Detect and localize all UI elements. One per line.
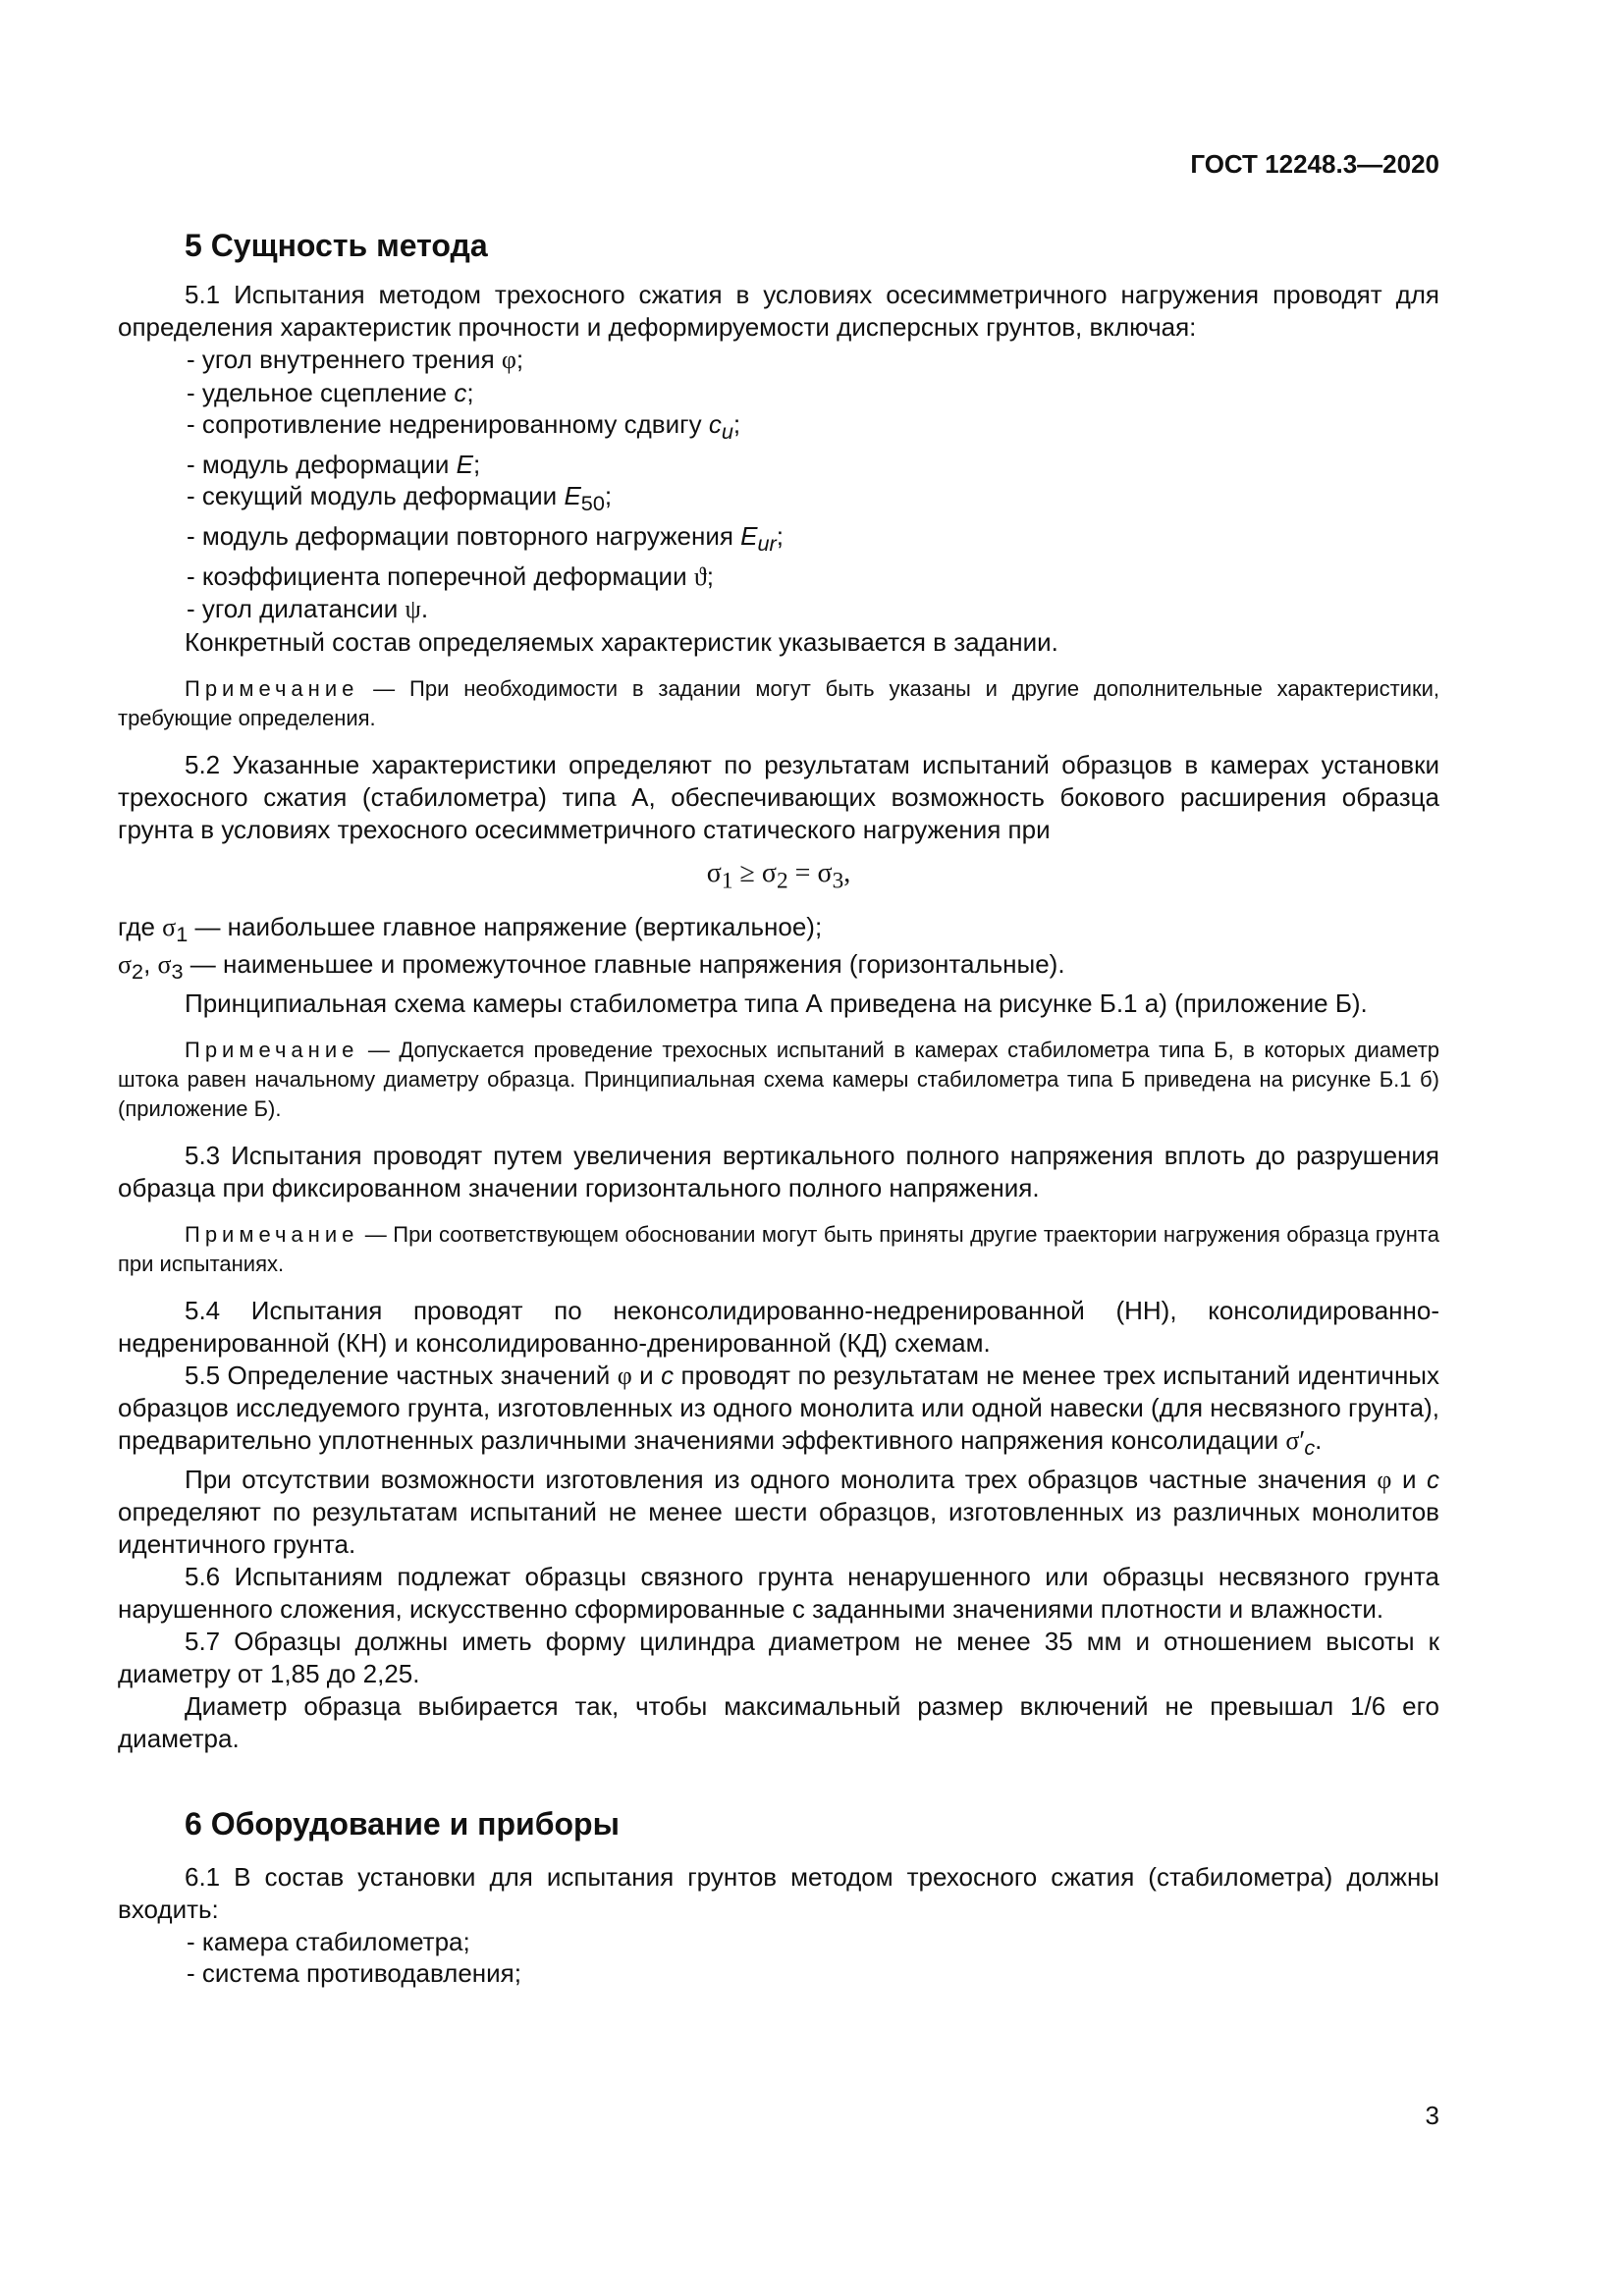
note-3: Примечание — При соответствующем обосновании могут быть приняты другие траектории нагружения образца грунта при испытаниях.	[118, 1221, 1439, 1276]
section-6-title: 6 Оборудование и приборы	[185, 1805, 620, 1842]
scheme-a-text: Принципиальная схема камеры стабилометра типа А приведена на рисунке Б.1 а) (приложение Б).	[185, 988, 1368, 1018]
document-code-header: ГОСТ 12248.3—2020	[1190, 149, 1439, 179]
equipment-list	[118, 1926, 1439, 1990]
list-item: - коэффициента поперечной деформации ϑ;	[187, 561, 1439, 594]
list-item: - камера стабилометра;	[187, 1926, 1439, 1958]
list-item: - модуль деформации повторного нагружения $E_{ur}$;	[187, 520, 1439, 561]
paragraph-5-5: 5.5 Определение частных значений φ и c проводят по результатам не менее трех испытаний идентичных образцов исследуемого грунта, изготовленных из одного монолита или одной навески (для несвязного грунта), предварительно уплотненных различными значениями эффективного напряжения консолидации $\sigma'_c$.	[118, 1360, 1439, 1460]
paragraph-5-6: 5.6 Испытаниям подлежат образцы связного грунта ненарушенного или образцы несвязного грунта нарушенного сложения, искусственно сформированные с заданными значениями плотности и влажности.	[118, 1561, 1439, 1624]
paragraph-5-1: 5.1 Испытания методом трехосного сжатия в условиях осесимметричного нагружения проводят для определения характеристик прочности и деформируемости дисперсных грунтов, включая:	[118, 280, 1439, 342]
where-sigma1: где $\sigma_1$ — наибольшее главное напряжение (вертикальное);	[118, 912, 823, 947]
list-item: - угол дилатансии ψ.	[187, 593, 1439, 626]
note-1: Примечание — При необходимости в задании могут быть указаны и другие дополнительные характеристики, требующие определения.	[118, 675, 1439, 730]
list-item: - секущий модуль деформации $E_{50}$;	[187, 480, 1439, 520]
list-item: - угол внутреннего трения φ;	[187, 344, 1439, 377]
paragraph-5-4: 5.4 Испытания проводят по неконсолидированно-недренированной (НН), консолидированно-недренированной (КН) и консолидированно-дренированной (КД) схемам.	[118, 1295, 1439, 1358]
list-item: - модуль деформации E;	[187, 449, 1439, 481]
diameter-text: Диаметр образца выбирается так, чтобы максимальный размер включений не превышал 1/6 его диаметра.	[118, 1690, 1439, 1753]
specific-composition-text: Конкретный состав определяемых характеристик указывается в задании.	[185, 626, 1058, 657]
paragraph-6-1: 6.1 В состав установки для испытания грунтов методом трехосного сжатия (стабилометра) должны входить:	[118, 1861, 1439, 1924]
note-2: Примечание — Допускается проведение трехосных испытаний в камерах стабилометра типа Б, в которых диаметр штока равен начальному диаметру образца. Принципиальная схема камеры стабилометра типа Б приведена на рисунке Б.1 б) (приложение Б).	[118, 1037, 1439, 1121]
page-number: 3	[1425, 2101, 1439, 2130]
stress-formula: $\sigma_1 \ge \sigma_2 = \sigma_3$,	[706, 857, 851, 894]
list-item: - сопротивление недренированному сдвигу $c_u$;	[187, 408, 1439, 449]
characteristics-list	[118, 344, 1439, 626]
paragraph-5-3: 5.3 Испытания проводят путем увеличения вертикального полного напряжения вплоть до разрушения образца при фиксированном значении горизонтального полного напряжения.	[118, 1140, 1439, 1202]
section-5-title: 5 Сущность метода	[185, 228, 488, 263]
paragraph-5-2: 5.2 Указанные характеристики определяют по результатам испытаний образцов в камерах установки трехосного сжатия (стабилометра) типа А, обеспечивающих возможность бокового расширения образца грунта в условиях трехосного осесимметричного статического нагружения при	[118, 749, 1439, 844]
list-item: - удельное сцепление c;	[187, 377, 1439, 409]
page-content	[118, 224, 1439, 1990]
paragraph-5-7: 5.7 Образцы должны иметь форму цилиндра диаметром не менее 35 мм и отношением высоты к диаметру от 1,85 до 2,25.	[118, 1626, 1439, 1688]
list-item: - система противодавления;	[187, 1957, 1439, 1990]
paragraph-absence: При отсутствии возможности изготовления из одного монолита трех образцов частные значения φ и c определяют по результатам испытаний не менее шести образцов, изготовленных из различных монолитов идентичного грунта.	[118, 1464, 1439, 1559]
where-sigma2-sigma3: $\sigma_2$, $\sigma_3$ — наименьшее и промежуточное главные напряжения (горизонтальные).	[118, 949, 1065, 985]
